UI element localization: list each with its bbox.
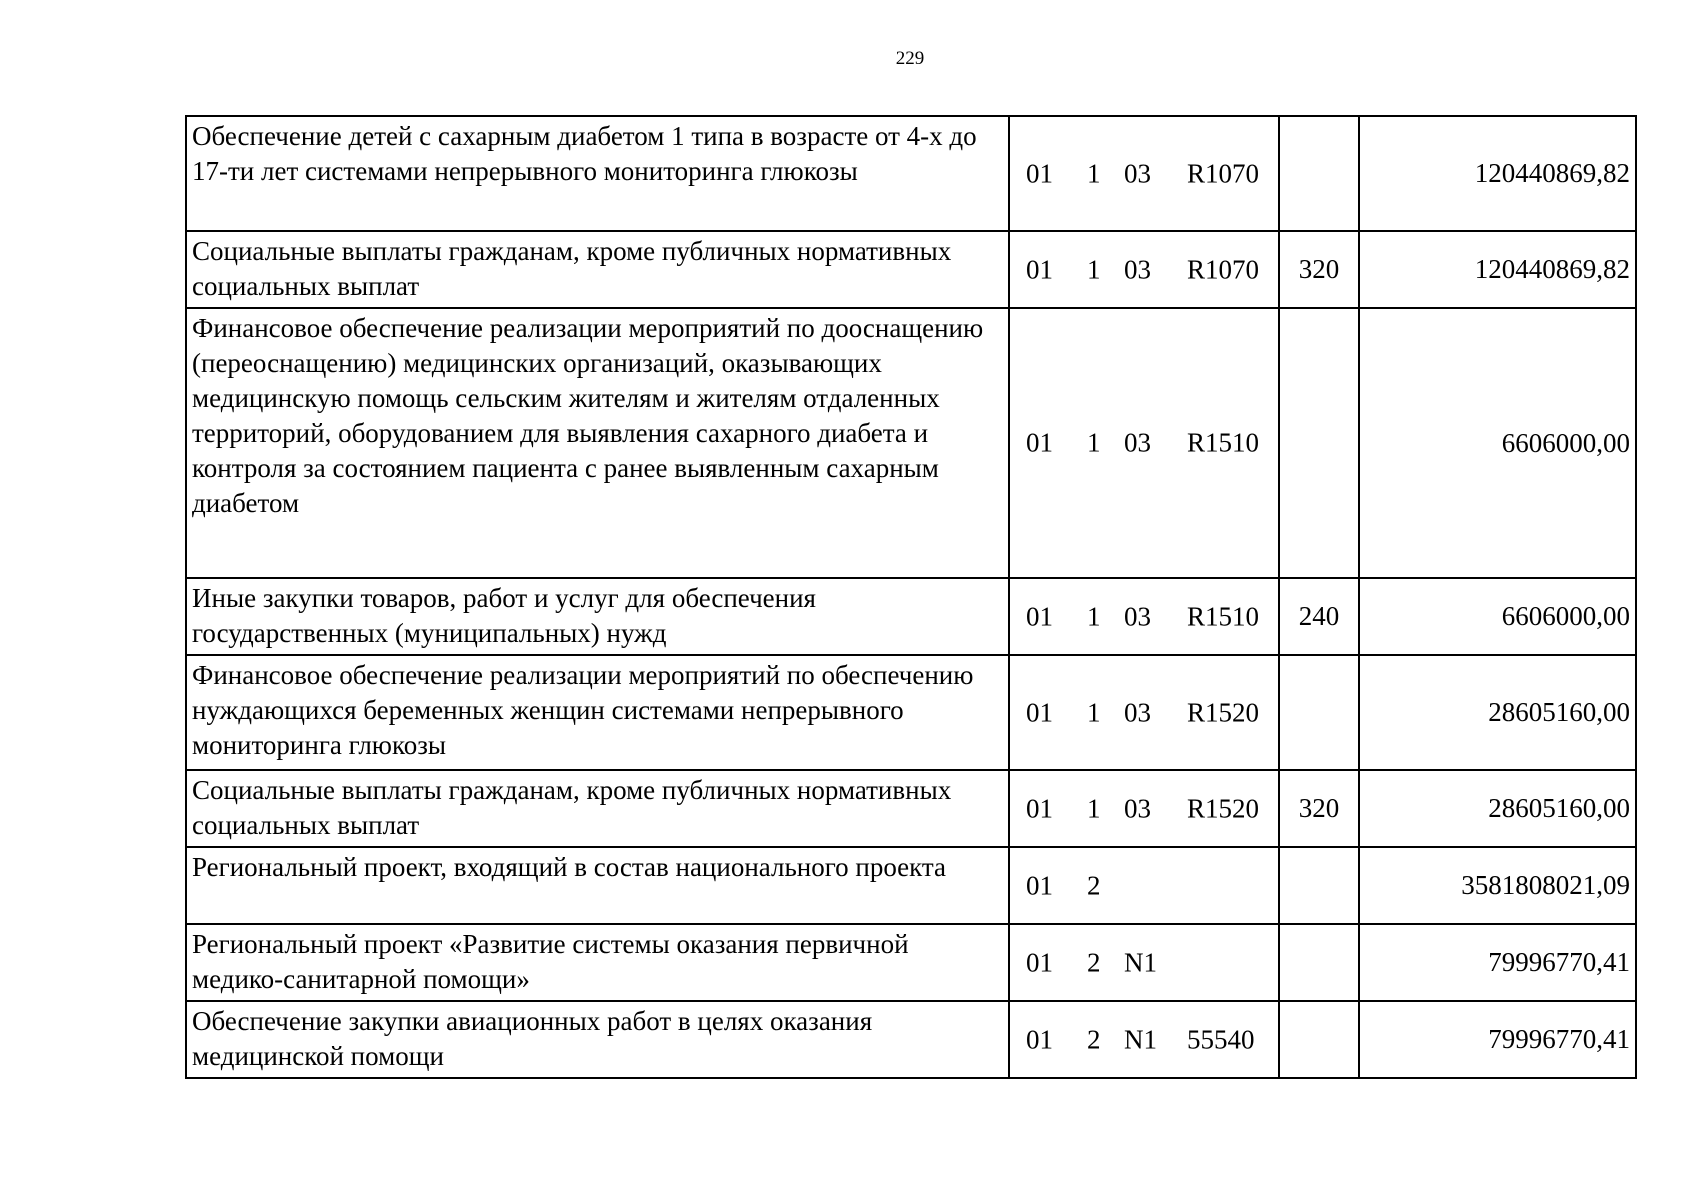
row-amount: 28605160,00 [1359, 770, 1636, 847]
row-amount: 28605160,00 [1359, 655, 1636, 770]
code-subprogram: 03 [1124, 601, 1151, 631]
table-row [186, 308, 1636, 578]
row-expense-type: 320 [1279, 231, 1359, 308]
page-number: 229 [895, 48, 925, 69]
row-amount: 6606000,00 [1359, 578, 1636, 655]
code-subprogram: 03 [1124, 793, 1151, 823]
row-expense-type [1279, 1001, 1359, 1078]
row-expense-type [1279, 847, 1359, 924]
code-program: 01 [1026, 427, 1053, 458]
code-program: 01 [1026, 254, 1053, 284]
code-type: 1 [1087, 427, 1101, 458]
code-program: 01 [1026, 870, 1053, 900]
code-direction: R1520 [1187, 697, 1260, 727]
code-program: 01 [1026, 158, 1053, 188]
code-direction: R1070 [1187, 158, 1260, 188]
row-codes [1009, 308, 1279, 578]
table-row [186, 770, 1636, 847]
code-direction: R1070 [1187, 254, 1260, 284]
row-amount: 6606000,00 [1359, 308, 1636, 578]
code-direction: 55540 [1187, 1024, 1255, 1054]
row-expense-type: 240 [1279, 578, 1359, 655]
row-codes [1009, 924, 1279, 1001]
row-name: Иные закупки товаров, работ и услуг для обеспечения государственных (муниципальных) нужд [186, 578, 1009, 655]
code-type: 1 [1087, 158, 1101, 188]
row-amount: 120440869,82 [1359, 116, 1636, 231]
table-row [186, 924, 1636, 1001]
row-expense-type [1279, 116, 1359, 231]
code-program: 01 [1026, 601, 1053, 631]
code-type: 1 [1087, 601, 1101, 631]
code-program: 01 [1026, 1024, 1053, 1054]
code-direction: R1520 [1187, 793, 1260, 823]
row-name: Обеспечение детей с сахарным диабетом 1 типа в возрасте от 4-х до 17-ти лет системами непрерывного мониторинга глюкозы [186, 116, 1009, 231]
row-amount: 79996770,41 [1359, 1001, 1636, 1078]
table-row [186, 655, 1636, 770]
row-name: Финансовое обеспечение реализации мероприятий по обеспечению нуждающихся беременных женщин системами непрерывного мониторинга глюкозы [186, 655, 1009, 770]
code-subprogram: N1 [1124, 1024, 1157, 1054]
table-row [186, 847, 1636, 924]
row-name: Региональный проект «Развитие системы оказания первичной медико-санитарной помощи» [186, 924, 1009, 1001]
code-program: 01 [1026, 697, 1053, 727]
code-type: 2 [1087, 1024, 1101, 1054]
row-codes [1009, 578, 1279, 655]
row-name: Социальные выплаты гражданам, кроме публичных нормативных социальных выплат [186, 770, 1009, 847]
row-expense-type [1279, 924, 1359, 1001]
row-amount: 3581808021,09 [1359, 847, 1636, 924]
table-row [186, 116, 1636, 231]
code-type: 2 [1087, 947, 1101, 977]
row-codes [1009, 655, 1279, 770]
code-type: 2 [1087, 870, 1101, 900]
code-program: 01 [1026, 793, 1053, 823]
code-subprogram: 03 [1124, 427, 1151, 458]
row-name: Обеспечение закупки авиационных работ в целях оказания медицинской помощи [186, 1001, 1009, 1078]
row-name: Финансовое обеспечение реализации мероприятий по дооснащению (переоснащению) медицинских организаций, оказывающих медицинскую помощь сельским жителям и жителям отдаленных территорий, оборудованием для выявления сахарного диабета и контроля за состоянием пациента с ранее выявленным сахарным диабетом [186, 308, 1009, 578]
code-subprogram: 03 [1124, 158, 1151, 188]
row-amount: 79996770,41 [1359, 924, 1636, 1001]
code-direction: R1510 [1187, 601, 1260, 631]
code-subprogram: 03 [1124, 697, 1151, 727]
row-amount: 120440869,82 [1359, 231, 1636, 308]
table-row [186, 1001, 1636, 1078]
row-name: Региональный проект, входящий в состав национального проекта [186, 847, 1009, 924]
row-name: Социальные выплаты гражданам, кроме публичных нормативных социальных выплат [186, 231, 1009, 308]
row-expense-type [1279, 655, 1359, 770]
row-codes [1009, 770, 1279, 847]
code-type: 1 [1087, 254, 1101, 284]
row-expense-type [1279, 308, 1359, 578]
row-codes [1009, 116, 1279, 231]
budget-table [185, 115, 1637, 1079]
code-type: 1 [1087, 793, 1101, 823]
code-program: 01 [1026, 947, 1053, 977]
code-subprogram: N1 [1124, 947, 1157, 977]
row-codes [1009, 847, 1279, 924]
row-expense-type: 320 [1279, 770, 1359, 847]
table-row [186, 231, 1636, 308]
code-type: 1 [1087, 697, 1101, 727]
row-codes [1009, 1001, 1279, 1078]
code-subprogram: 03 [1124, 254, 1151, 284]
table-row [186, 578, 1636, 655]
code-direction: R1510 [1187, 427, 1260, 458]
row-codes [1009, 231, 1279, 308]
